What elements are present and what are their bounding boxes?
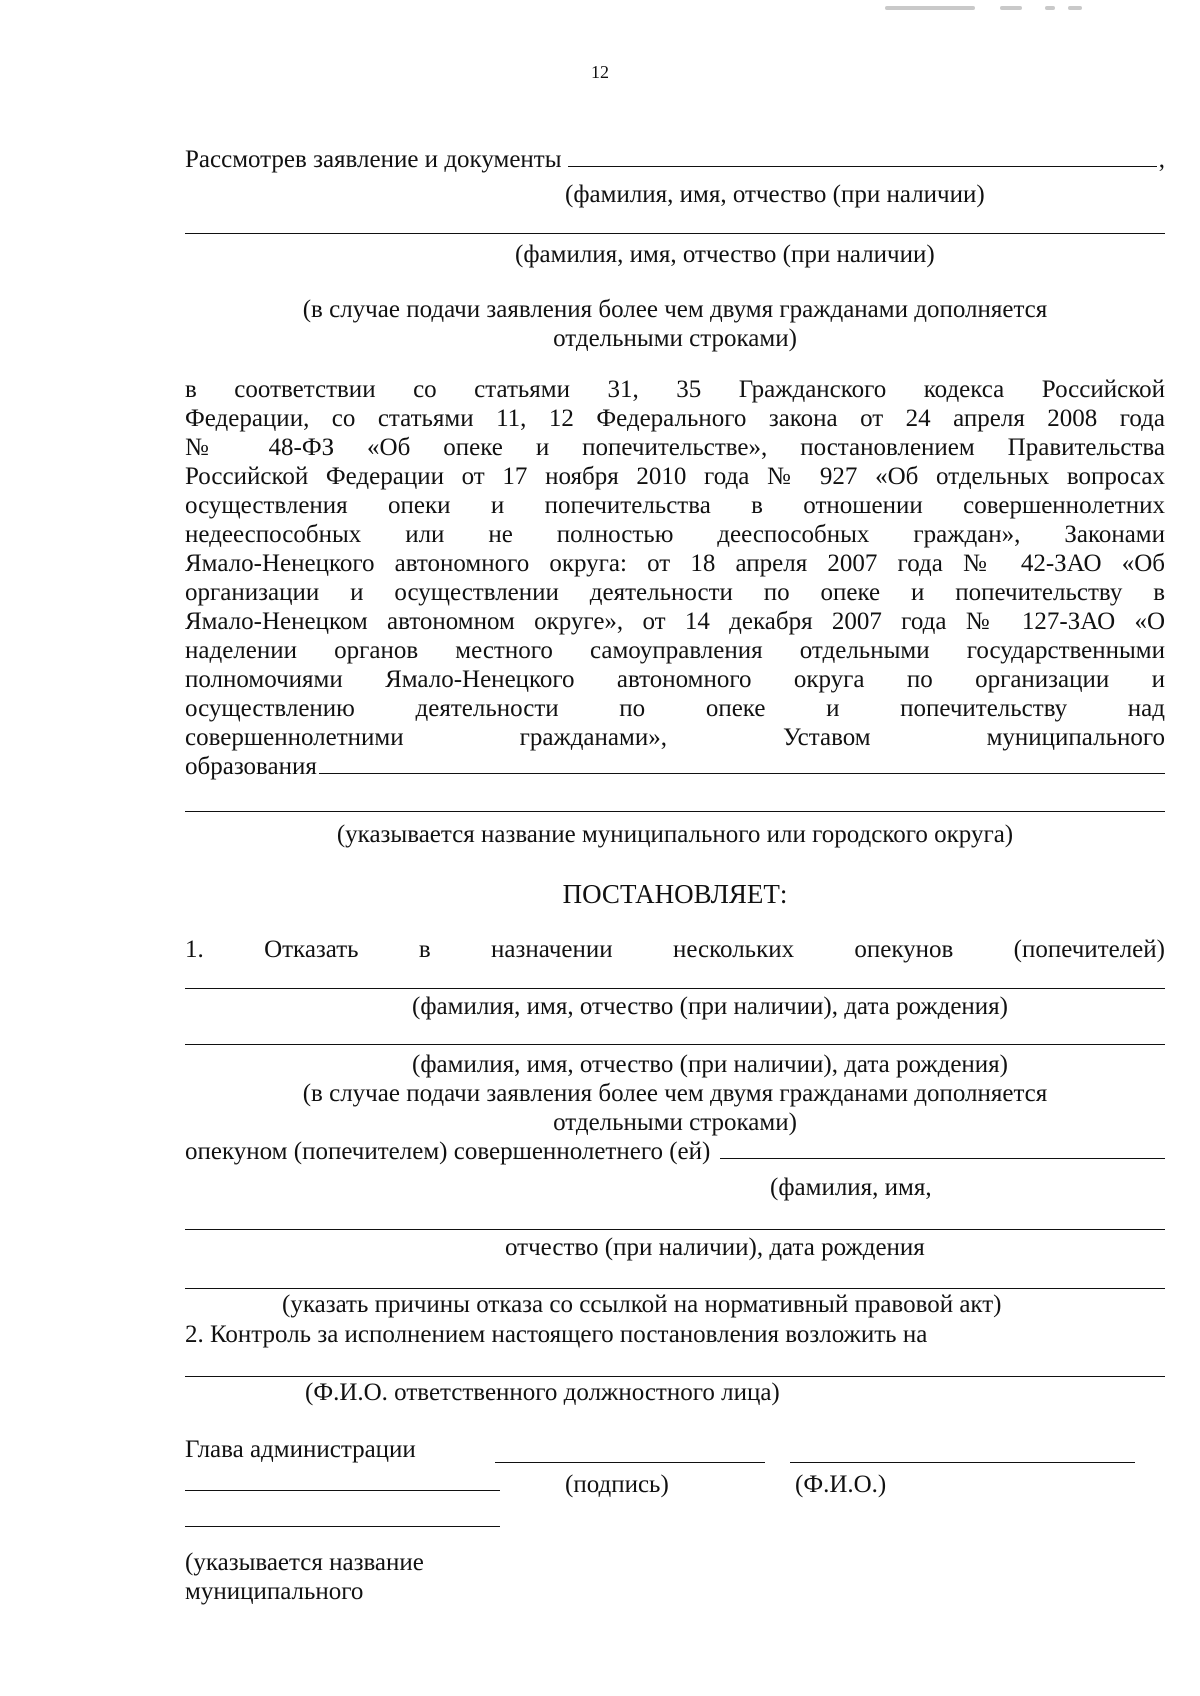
scan-artifact: [1045, 6, 1055, 10]
intro-line: [185, 145, 1165, 174]
body-line: наделении органов местного самоуправления отдельными государственными: [185, 637, 1165, 664]
caption-fio-2: (фамилия, имя, отчество (при наличии): [515, 241, 935, 268]
signature-line[interactable]: [495, 1440, 765, 1463]
signature-note-line2: муниципального: [185, 1578, 364, 1605]
body-line: Ямало-Ненецком автономном округе», от 14 декабря 2007 года № 127-ЗАО «О: [185, 608, 1165, 635]
item1-fill-line-2[interactable]: [185, 1018, 1165, 1045]
municipality-name-line-2[interactable]: [185, 1506, 500, 1527]
scan-artifact: [1068, 6, 1082, 10]
official-fill-line[interactable]: [185, 1350, 1165, 1377]
page-number: 12: [591, 62, 609, 82]
scan-artifact: [885, 6, 975, 10]
intro-note-line2: отдельными строками): [553, 325, 797, 352]
caption-municipal: (указывается название муниципального или городского округа): [336, 821, 1014, 848]
body-line: недееспособных или не полностью дееспособных граждан», Законами: [185, 521, 1165, 548]
item1-fill-line-1[interactable]: [185, 962, 1165, 989]
body-line: полномочиями Ямало-Ненецкого автономного округа по организации и: [185, 666, 1165, 693]
caption-official: (Ф.И.О. ответственного должностного лица): [305, 1379, 780, 1406]
body-line: № 48-ФЗ «Об опеке и попечительстве», постановлением Правительства: [185, 434, 1165, 461]
item1-note-line2: отдельными строками): [553, 1109, 797, 1136]
body-line: в соответствии со статьями 31, 35 Гражданского кодекса Российской: [185, 376, 1165, 403]
scan-artifact: [1000, 6, 1022, 10]
item1-text: 1. Отказать в назначении нескольких опекунов (попечителей): [185, 936, 1165, 963]
item2-text: 2. Контроль за исполнением настоящего постановления возложить на: [185, 1321, 928, 1348]
caption-fio-1: (фамилия, имя, отчество (при наличии): [565, 181, 985, 208]
body-last-word: образования: [185, 753, 317, 780]
intro-lead: Рассмотрев заявление и документы: [185, 146, 562, 173]
intro-note-line1: (в случае подачи заявления более чем двумя гражданами дополняется: [302, 296, 1048, 323]
body-line: организации и осуществлении деятельности по опеке и попечительству в: [185, 579, 1165, 606]
caption-reason: (указать причины отказа со ссылкой на нормативный правовой акт): [282, 1291, 1002, 1318]
guardian-lead: опекуном (попечителем) совершеннолетнего (ей): [185, 1138, 711, 1165]
caption-fio: (Ф.И.О.): [795, 1471, 887, 1498]
signature-title: Глава администрации: [185, 1436, 416, 1463]
ward-fill-line-2[interactable]: [185, 1203, 1165, 1230]
municipality-fill-line-2[interactable]: [185, 785, 1165, 812]
caption-signature: (подпись): [565, 1471, 669, 1498]
item1-caption-2: (фамилия, имя, отчество (при наличии), дата рождения): [412, 1051, 1008, 1078]
applicant-fill-line[interactable]: [568, 146, 1157, 167]
body-line: осуществлению деятельности по опеке и попечительству над: [185, 695, 1165, 722]
reason-fill-line[interactable]: [185, 1262, 1165, 1289]
body-line: совершеннолетними гражданами», Уставом муниципального: [185, 724, 1165, 751]
legal-basis-paragraph: [185, 375, 1165, 752]
municipality-fill-line[interactable]: [319, 753, 1165, 774]
municipality-name-line-1[interactable]: [185, 1470, 500, 1491]
caption-name: (фамилия, имя,: [770, 1174, 932, 1201]
item1-caption-1: (фамилия, имя, отчество (при наличии), дата рождения): [412, 993, 1008, 1020]
item1-note-line1: (в случае подачи заявления более чем двумя гражданами дополняется: [302, 1080, 1048, 1107]
intro-comma: ,: [1158, 146, 1165, 173]
heading-resolves: ПОСТАНОВЛЯЕТ:: [562, 879, 788, 909]
ward-fill-line[interactable]: [720, 1138, 1165, 1159]
body-line: Российской Федерации от 17 ноября 2010 года № 927 «Об отдельных вопросах: [185, 463, 1165, 490]
signature-note-line1: (указывается название: [185, 1549, 424, 1576]
caption-patronymic: отчество (при наличии), дата рождения: [505, 1234, 925, 1261]
body-line: Федерации, со статьями 11, 12 Федерального закона от 24 апреля 2008 года: [185, 405, 1165, 432]
fio-line[interactable]: [790, 1440, 1135, 1463]
body-line: Ямало-Ненецкого автономного округа: от 18 апреля 2007 года № 42-ЗАО «Об: [185, 550, 1165, 577]
body-line: осуществления опеки и попечительства в отношении совершеннолетних: [185, 492, 1165, 519]
applicant2-fill-line[interactable]: [185, 205, 1165, 234]
